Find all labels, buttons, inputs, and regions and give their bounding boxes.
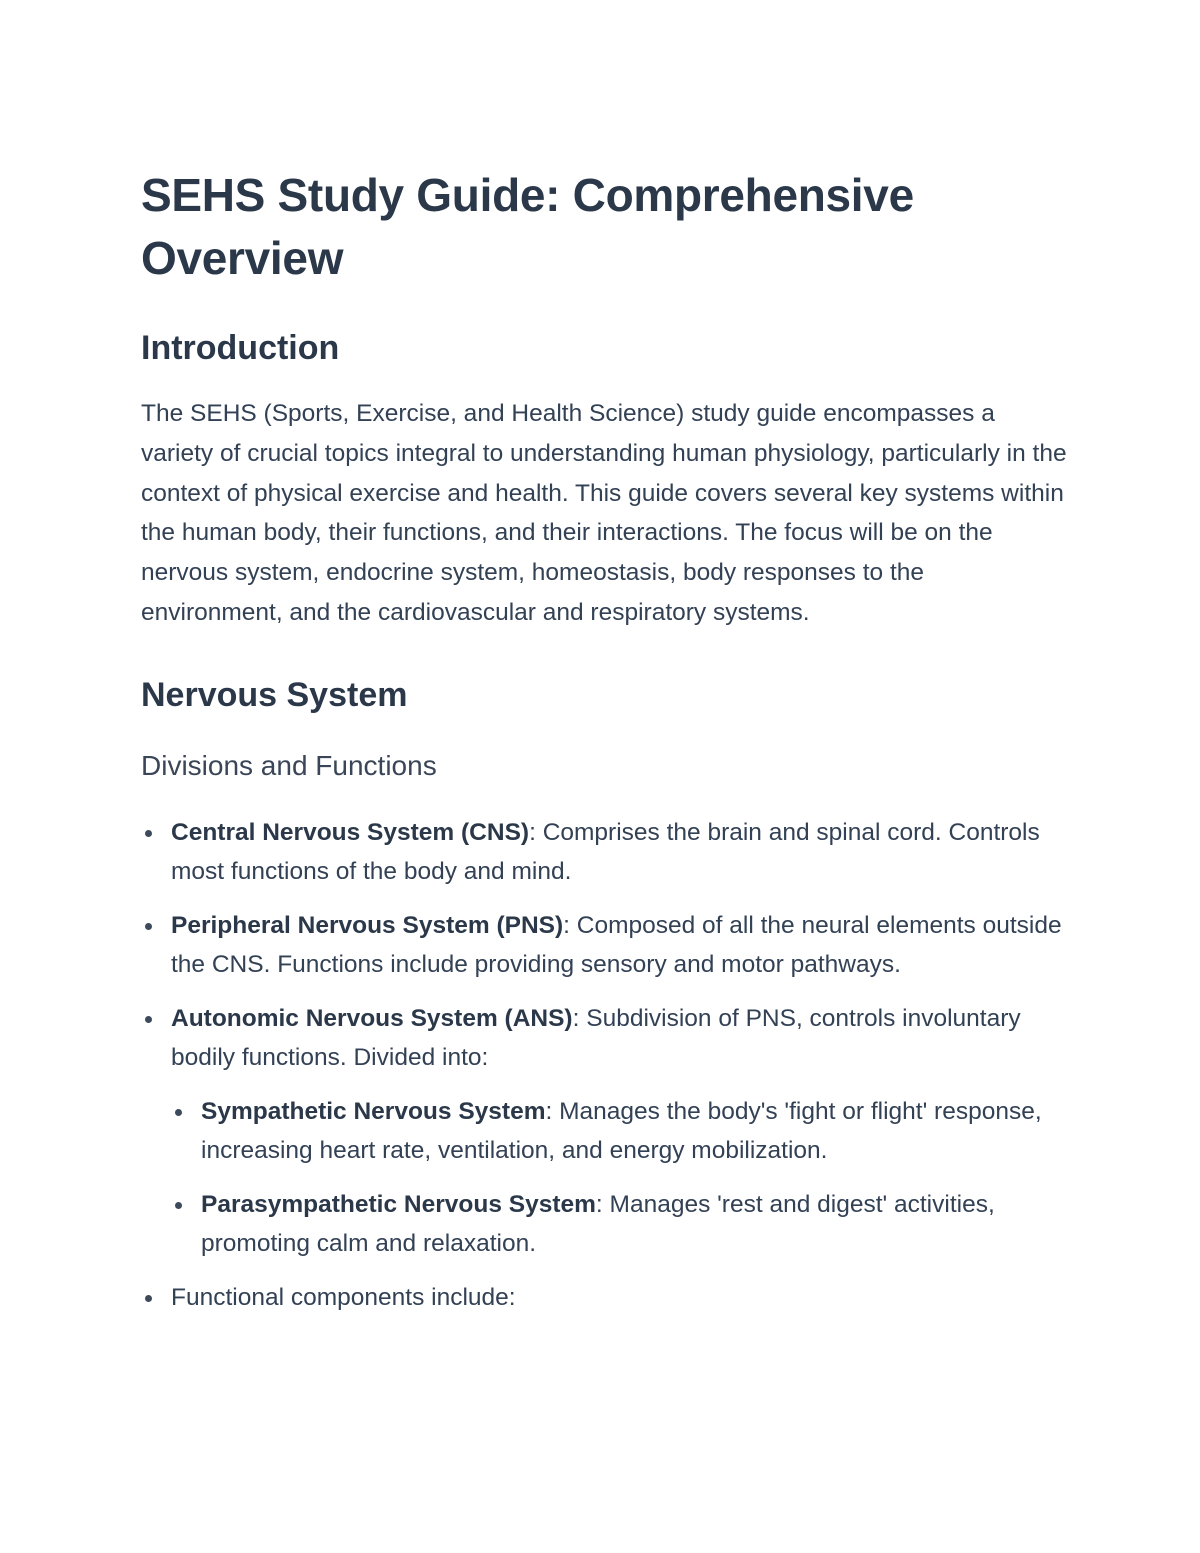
divisions-subheading: Divisions and Functions xyxy=(141,749,437,781)
list-item-term: Peripheral Nervous System (PNS) xyxy=(171,911,564,939)
ans-subdivision-list xyxy=(171,1092,1071,1264)
list-item-term: Central Nervous System (CNS) xyxy=(171,818,530,846)
list-item-term: Parasympathetic Nervous System xyxy=(201,1190,596,1218)
list-item-text: : Subdivision of PNS, controls involuntary bodily functions. Divided into: xyxy=(171,1004,1021,1072)
list-item-functional-components xyxy=(141,1278,1071,1318)
list-item-pns xyxy=(141,906,1071,985)
list-item-parasympathetic xyxy=(171,1185,1071,1264)
list-item-term: Sympathetic Nervous System xyxy=(201,1097,546,1125)
divisions-list xyxy=(141,813,1071,1318)
list-item-text: : Manages 'rest and digest' activities, promoting calm and relaxation. xyxy=(201,1190,995,1258)
document-title: SEHS Study Guide: Comprehensive Overview xyxy=(141,169,914,284)
list-item-text: : Manages the body's 'fight or flight' response, increasing heart rate, ventilation, and energy mobilization. xyxy=(201,1097,1042,1165)
list-item-text: : Composed of all the neural elements outside the CNS. Functions include providing sensory and motor pathways. xyxy=(171,911,1062,979)
list-item-term: Autonomic Nervous System (ANS) xyxy=(171,1004,573,1032)
list-item-sympathetic xyxy=(171,1092,1071,1171)
document-page xyxy=(141,164,1071,1331)
list-item-cns xyxy=(141,813,1071,892)
list-item-text: Functional components include: xyxy=(171,1283,516,1311)
list-item-text: : Comprises the brain and spinal cord. Controls most functions of the body and mind. xyxy=(171,818,1040,886)
list-item-ans xyxy=(141,999,1071,1264)
introduction-paragraph: The SEHS (Sports, Exercise, and Health Science) study guide encompasses a variety of crucial topics integral to understanding human physiology, particularly in the context of physical exercise and health. This guide covers several key systems within the human body, their functions, and their interactions. The focus will be on the nervous system, endocrine system, homeostasis, body responses to the environment, and the cardiovascular and respiratory systems. xyxy=(141,400,1067,626)
introduction-heading: Introduction xyxy=(141,329,340,367)
nervous-system-heading: Nervous System xyxy=(141,675,408,714)
